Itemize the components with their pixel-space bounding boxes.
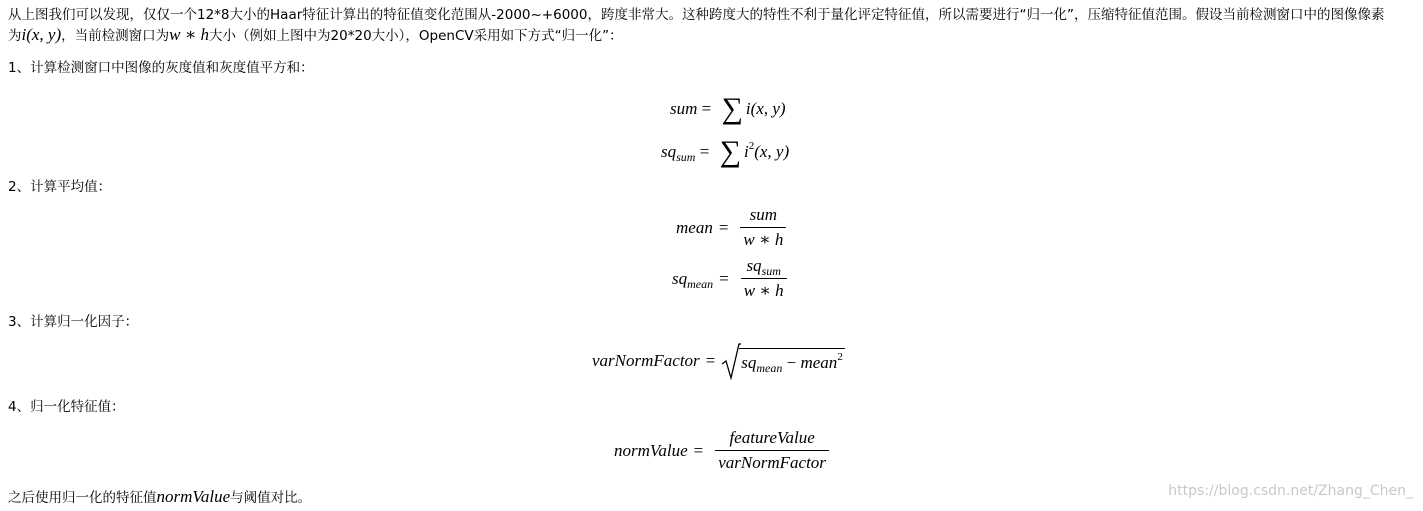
- closing-suffix: 与阈值对比。: [230, 490, 312, 506]
- closing-prefix: 之后使用归一化的特征值: [8, 490, 157, 506]
- formula-sqmean-fraction: [741, 256, 787, 301]
- formula-sqsum-eq: =: [699, 142, 710, 161]
- formula-mean-lhs: mean: [676, 217, 713, 237]
- step-4-label: 4、归一化特征值：: [8, 399, 125, 415]
- square-root: [721, 348, 845, 373]
- formula-varnorm-sup: 2: [837, 351, 843, 363]
- formula-sqsum-rhs-sup: 2: [748, 140, 755, 152]
- formula-mean-denominator: w ∗ h: [743, 230, 784, 249]
- step-2-label: 2、计算平均值：: [8, 179, 112, 195]
- pixel-expression: i(x, y): [21, 25, 62, 44]
- formula-mean-fraction: [740, 205, 786, 250]
- formula-sqmean-lhs: sq: [672, 268, 688, 288]
- formula-sqmean-num-base: sq: [746, 256, 762, 275]
- formula-sum-lhs: sum: [670, 99, 698, 118]
- formula-sum-eq: =: [701, 99, 712, 118]
- formula-varnorm-sq: sq: [741, 353, 757, 372]
- formula-varnorm-minus: −: [782, 353, 801, 372]
- window-size-expression: w ∗ h: [169, 25, 210, 44]
- formula-normvalue-fraction: [715, 428, 829, 473]
- formula-sqmean-denominator: w ∗ h: [743, 281, 784, 300]
- formula-sqmean-num-sub: sum: [761, 264, 781, 278]
- intro-line-2-mid: ，当前检测窗口为: [61, 28, 170, 44]
- formula-normvalue: [614, 428, 829, 473]
- formula-sqsum-lhs: sq: [661, 142, 677, 161]
- formula-normvalue-eq: =: [693, 440, 704, 460]
- summation-icon: ∑: [721, 92, 743, 125]
- formula-sqsum-lhs-sub: sum: [676, 150, 696, 164]
- formula-varnorm-mean: mean: [800, 353, 838, 372]
- intro-line-1: 从上图我们可以发现，仅仅一个12*8大小的Haar特征计算出的特征值变化范围从-2000~+6000，跨度非常大。这种跨度大的特性不利于量化评定特征值，所以需要进行“归一化”，压缩特征值范围。假设当前检测窗口中的图像像素: [8, 7, 1385, 23]
- intro-line-2-suffix: 大小（例如上图中为20*20大小），OpenCV采用如下方式“归一化”：: [209, 28, 623, 44]
- formula-varnorm-lhs: varNormFactor: [592, 350, 700, 370]
- formula-sqmean-lhs-sub: mean: [687, 276, 714, 291]
- formula-normvalue-numerator: featureValue: [715, 428, 829, 451]
- watermark: https://blog.csdn.net/Zhang_Chen_: [1168, 483, 1413, 499]
- formula-normvalue-lhs: normValue: [614, 440, 688, 460]
- closing-line: [8, 487, 311, 508]
- summation-icon: ∑: [719, 135, 741, 168]
- formula-mean: [676, 205, 786, 250]
- formula-sqmean-numerator: [741, 256, 787, 279]
- formula-mean-numerator: sum: [740, 205, 786, 228]
- step-1-label: 1、计算检测窗口中图像的灰度值和灰度值平方和：: [8, 60, 314, 76]
- formula-normvalue-denominator: varNormFactor: [718, 453, 826, 472]
- formula-sqsum-rhs-base: i: [743, 142, 749, 161]
- intro-line-2: [8, 25, 623, 46]
- formula-varnorm-eq: =: [705, 350, 716, 370]
- formula-varnormfactor: [592, 348, 845, 373]
- intro-line-2-prefix: 为: [8, 28, 22, 44]
- formula-varnorm-sq-sub: mean: [756, 361, 783, 375]
- closing-math: normValue: [156, 487, 231, 506]
- formula-sqsum: [661, 131, 790, 168]
- formula-sqmean: [672, 256, 787, 301]
- formula-sum: [670, 88, 786, 125]
- sqrt-radical-icon: [721, 342, 741, 380]
- formula-sqsum-rhs-tail: (x, y): [754, 142, 790, 161]
- step-3-label: 3、计算归一化因子：: [8, 314, 139, 330]
- formula-sqmean-eq: =: [719, 268, 729, 288]
- formula-mean-eq: =: [718, 217, 729, 237]
- formula-sum-rhs: i(x, y): [745, 99, 786, 118]
